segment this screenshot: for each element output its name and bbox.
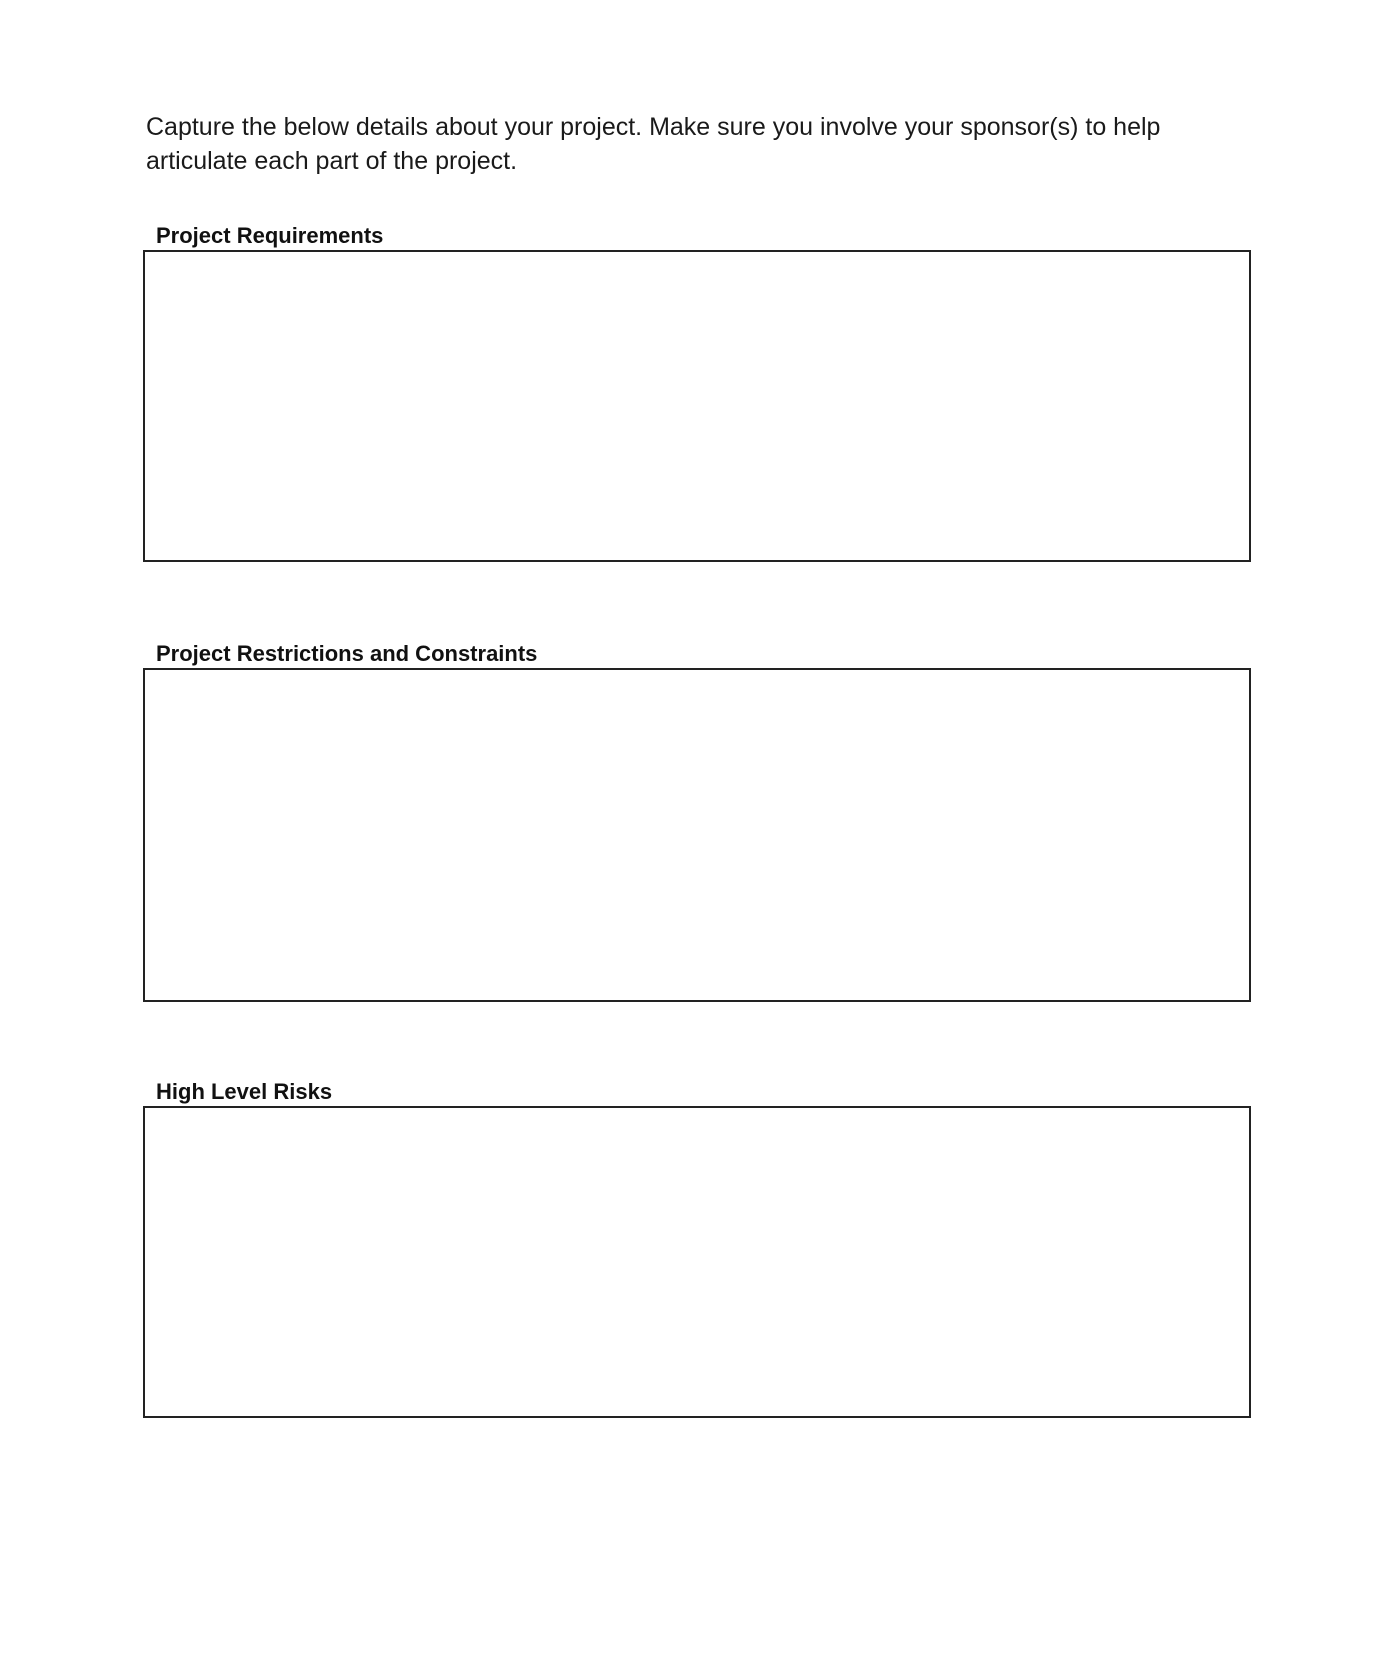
project-restrictions-field[interactable] (143, 668, 1251, 1002)
intro-text (146, 110, 1266, 178)
intro-line-2: articulate each part of the project. (146, 147, 518, 175)
project-restrictions-label: Project Restrictions and Constraints (156, 641, 538, 666)
project-requirements-field[interactable] (143, 250, 1251, 562)
high-level-risks-label: High Level Risks (156, 1079, 333, 1104)
project-requirements-label: Project Requirements (156, 223, 384, 248)
intro-line-1: Capture the below details about your project. Make sure you involve your sponsor(s) to help (146, 113, 1161, 141)
high-level-risks-field[interactable] (143, 1106, 1251, 1418)
